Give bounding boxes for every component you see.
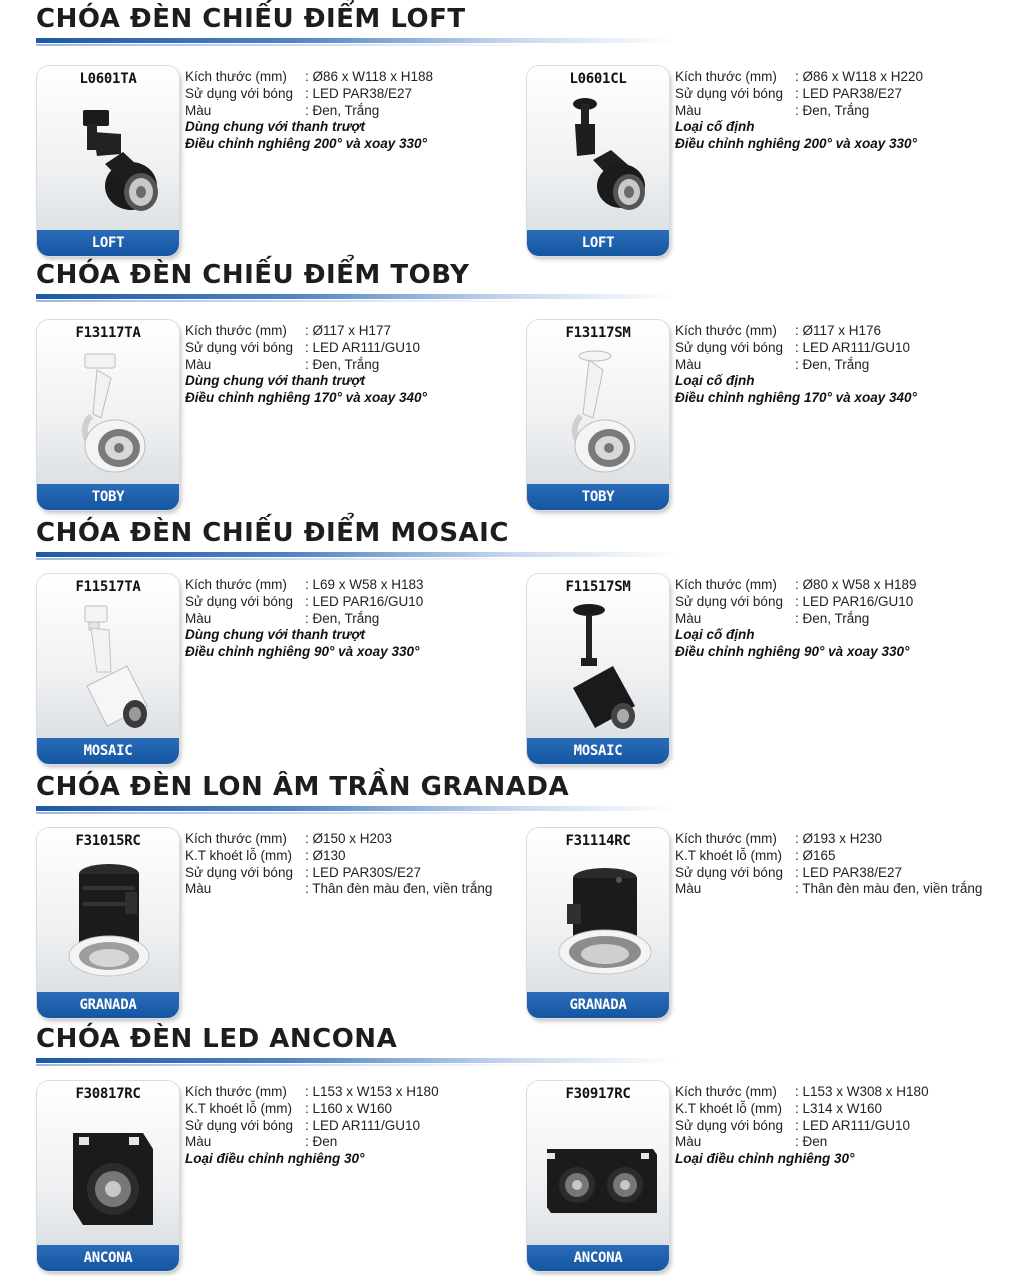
spec-value: : Thân đèn màu đen, viền trắng <box>795 881 983 897</box>
spec-label: Kích thước (mm) <box>675 577 777 592</box>
spec-value: : Đen, Trắng <box>795 610 870 626</box>
section-loft <box>0 0 1024 254</box>
spec-label: Kích thước (mm) <box>675 1084 777 1099</box>
spec-label: Màu <box>185 356 212 372</box>
spec-row <box>675 86 1005 103</box>
series-ribbon: ANCONA <box>37 1245 179 1271</box>
fixed-cylinder-spotlight-black-icon <box>547 602 657 730</box>
series-ribbon: LOFT <box>527 230 669 256</box>
spec-note: Loại cố định <box>675 373 755 389</box>
spec-label: Sử dụng với bóng <box>675 864 783 880</box>
spec-row <box>185 357 515 374</box>
section-toby <box>0 256 1024 510</box>
spec-label: Kích thước (mm) <box>675 69 777 84</box>
series-ribbon: GRANADA <box>37 992 179 1018</box>
product-card <box>527 66 669 256</box>
spec-row <box>675 340 1005 357</box>
spec-list <box>185 1084 515 1168</box>
spec-note: Điều chỉnh nghiêng 200° và xoay 330° <box>185 136 427 152</box>
product-code: L0601CL <box>569 71 627 87</box>
product-f30817rc <box>37 1081 517 1276</box>
recessed-downlight-wide-icon <box>547 856 657 984</box>
product-code: F31114RC <box>565 833 631 849</box>
spec-label: Màu <box>185 881 212 897</box>
spec-note: Loại điều chỉnh nghiêng 30° <box>185 1151 365 1167</box>
spec-row <box>185 103 515 120</box>
spec-label: Sử dụng với bóng <box>185 864 293 880</box>
product-card <box>527 320 669 510</box>
product-f31015rc <box>37 828 517 1023</box>
spec-row <box>675 357 1005 374</box>
section-title: CHÓA ĐÈN CHIẾU ĐIỂM MOSAIC <box>36 518 509 548</box>
product-f11517sm <box>527 574 1007 769</box>
title-divider <box>36 806 676 811</box>
spec-list <box>185 831 515 898</box>
series-ribbon: GRANADA <box>527 992 669 1018</box>
section-title: CHÓA ĐÈN CHIẾU ĐIỂM LOFT <box>36 4 466 34</box>
spec-list <box>675 831 1005 898</box>
spec-row <box>675 1118 1005 1135</box>
spec-row <box>185 323 515 340</box>
spec-value: : L153 x W308 x H180 <box>795 1084 929 1099</box>
series-ribbon: MOSAIC <box>37 738 179 764</box>
product-code: F11517SM <box>565 579 631 595</box>
spec-label: Sử dụng với bóng <box>675 1117 783 1133</box>
square-grille-light-double-icon <box>547 1109 657 1237</box>
spec-note: Điều chỉnh nghiêng 90° và xoay 330° <box>185 644 420 660</box>
spec-value: : Ø86 x W118 x H188 <box>305 69 434 84</box>
track-spotlight-black-icon <box>57 94 167 222</box>
spec-row <box>675 1134 1005 1151</box>
spec-label: K.T khoét lỗ (mm) <box>675 847 783 863</box>
spec-value: : LED PAR30S/E27 <box>305 864 422 880</box>
series-ribbon: MOSAIC <box>527 738 669 764</box>
spec-label: Sử dụng với bóng <box>185 1117 293 1133</box>
section-ancona <box>0 1020 1024 1274</box>
spec-list <box>675 577 1005 661</box>
spec-label: Màu <box>675 881 702 897</box>
spec-value: : LED PAR38/E27 <box>795 864 903 880</box>
spec-note: Loại cố định <box>675 119 755 135</box>
spec-value: : L314 x W160 <box>795 1100 883 1116</box>
spec-row <box>185 881 515 898</box>
spec-label: Màu <box>185 610 212 626</box>
title-divider <box>36 294 676 299</box>
spec-row <box>675 611 1005 628</box>
spec-list <box>185 577 515 661</box>
spec-value: : Đen, Trắng <box>795 102 870 118</box>
product-l0601ta <box>37 66 517 261</box>
product-card <box>527 574 669 764</box>
spec-list <box>185 323 515 407</box>
spec-row <box>675 831 1005 848</box>
product-f30917rc <box>527 1081 1007 1276</box>
fixed-spotlight-white-icon <box>547 348 657 476</box>
spec-label: Kích thước (mm) <box>185 577 287 592</box>
spec-label: Kích thước (mm) <box>185 1084 287 1099</box>
spec-label: Kích thước (mm) <box>675 831 777 846</box>
spec-value: : L69 x W58 x H183 <box>305 577 424 592</box>
title-divider <box>36 1058 676 1063</box>
spec-note: Điều chỉnh nghiêng 170° và xoay 340° <box>675 390 917 406</box>
spec-row <box>185 865 515 882</box>
product-card <box>37 828 179 1018</box>
spec-row <box>185 69 515 86</box>
spec-label: Sử dụng với bóng <box>675 339 783 355</box>
spec-note: Loại điều chỉnh nghiêng 30° <box>675 1151 855 1167</box>
spec-note: Điều chỉnh nghiêng 90° và xoay 330° <box>675 644 910 660</box>
spec-value: : Ø80 x W58 x H189 <box>795 577 917 592</box>
spec-label: Màu <box>675 1134 702 1150</box>
fixed-spotlight-black-icon <box>547 94 657 222</box>
track-spotlight-white-icon <box>57 348 167 476</box>
spec-value: : Ø117 x H177 <box>305 323 392 338</box>
product-code: F13117TA <box>75 325 141 341</box>
spec-note: Dùng chung với thanh trượt <box>185 627 365 643</box>
spec-label: K.T khoét lỗ (mm) <box>185 847 293 863</box>
product-card <box>37 574 179 764</box>
spec-label: K.T khoét lỗ (mm) <box>185 1100 293 1116</box>
spec-label: Kích thước (mm) <box>185 831 287 846</box>
series-ribbon: TOBY <box>37 484 179 510</box>
spec-value: : Đen <box>305 1134 338 1150</box>
product-code: F31015RC <box>75 833 141 849</box>
spec-label: Sử dụng với bóng <box>185 339 293 355</box>
spec-label: Màu <box>675 356 702 372</box>
spec-value: : Đen, Trắng <box>305 610 380 626</box>
spec-value: : LED AR111/GU10 <box>795 1117 911 1133</box>
series-ribbon: TOBY <box>527 484 669 510</box>
product-card <box>37 1081 179 1271</box>
recessed-downlight-icon <box>57 856 167 984</box>
spec-list <box>185 69 515 153</box>
spec-value: : Đen, Trắng <box>305 102 380 118</box>
spec-value: : Ø117 x H176 <box>795 323 882 338</box>
product-card <box>37 320 179 510</box>
spec-note: Điều chỉnh nghiêng 170° và xoay 340° <box>185 390 427 406</box>
spec-note: Điều chỉnh nghiêng 200° và xoay 330° <box>675 136 917 152</box>
spec-note: Loại cố định <box>675 627 755 643</box>
spec-value: : L160 x W160 <box>305 1100 393 1116</box>
product-code: F30917RC <box>565 1086 631 1102</box>
title-divider <box>36 552 676 557</box>
product-code: L0601TA <box>79 71 137 87</box>
spec-label: Màu <box>675 102 702 118</box>
spec-note: Dùng chung với thanh trượt <box>185 373 365 389</box>
spec-row <box>675 848 1005 865</box>
spec-row <box>675 577 1005 594</box>
spec-row <box>185 1101 515 1118</box>
spec-row <box>185 577 515 594</box>
spec-list <box>675 323 1005 407</box>
product-code: F30817RC <box>75 1086 141 1102</box>
spec-value: : LED PAR38/E27 <box>795 85 903 101</box>
spec-row <box>185 848 515 865</box>
spec-label: Kích thước (mm) <box>185 323 287 338</box>
series-ribbon: ANCONA <box>527 1245 669 1271</box>
product-f13117ta <box>37 320 517 515</box>
spec-list <box>675 1084 1005 1168</box>
spec-label: Sử dụng với bóng <box>675 85 783 101</box>
spec-label: Màu <box>675 610 702 626</box>
track-cylinder-spotlight-white-icon <box>57 602 167 730</box>
spec-value: : Ø86 x W118 x H220 <box>795 69 924 84</box>
spec-label: Màu <box>185 102 212 118</box>
spec-list <box>675 69 1005 153</box>
spec-label: Kích thước (mm) <box>675 323 777 338</box>
product-card <box>37 66 179 256</box>
spec-value: : Ø150 x H203 <box>305 831 393 846</box>
spec-row <box>675 594 1005 611</box>
title-divider <box>36 38 676 43</box>
spec-row <box>185 1118 515 1135</box>
series-ribbon: LOFT <box>37 230 179 256</box>
spec-row <box>185 86 515 103</box>
spec-row <box>185 594 515 611</box>
spec-row <box>185 1084 515 1101</box>
spec-value: : Thân đèn màu đen, viền trắng <box>305 881 493 897</box>
product-card <box>527 828 669 1018</box>
spec-value: : LED AR111/GU10 <box>305 1117 421 1133</box>
product-l0601cl <box>527 66 1007 261</box>
spec-row <box>675 1084 1005 1101</box>
spec-value: : LED PAR16/GU10 <box>795 593 914 609</box>
spec-row <box>675 69 1005 86</box>
section-granada <box>0 768 1024 1022</box>
spec-row <box>675 881 1005 898</box>
spec-label: Sử dụng với bóng <box>675 593 783 609</box>
spec-value: : Ø193 x H230 <box>795 831 883 846</box>
spec-value: : Đen, Trắng <box>305 356 380 372</box>
spec-row <box>185 611 515 628</box>
product-f13117sm <box>527 320 1007 515</box>
section-title: CHÓA ĐÈN CHIẾU ĐIỂM TOBY <box>36 260 470 290</box>
spec-value: : Đen, Trắng <box>795 356 870 372</box>
spec-note: Dùng chung với thanh trượt <box>185 119 365 135</box>
product-code: F11517TA <box>75 579 141 595</box>
spec-value: : LED AR111/GU10 <box>305 339 421 355</box>
spec-label: Sử dụng với bóng <box>185 85 293 101</box>
product-code: F13117SM <box>565 325 631 341</box>
spec-value: : L153 x W153 x H180 <box>305 1084 439 1099</box>
spec-label: Sử dụng với bóng <box>185 593 293 609</box>
spec-row <box>185 1134 515 1151</box>
spec-row <box>185 831 515 848</box>
spec-label: K.T khoét lỗ (mm) <box>675 1100 783 1116</box>
spec-row <box>185 340 515 357</box>
spec-row <box>675 103 1005 120</box>
spec-value: : Đen <box>795 1134 828 1150</box>
spec-label: Kích thước (mm) <box>185 69 287 84</box>
spec-row <box>675 1101 1005 1118</box>
section-mosaic <box>0 514 1024 768</box>
section-title: CHÓA ĐÈN LED ANCONA <box>36 1024 398 1054</box>
product-card <box>527 1081 669 1271</box>
spec-value: : Ø130 <box>305 847 346 863</box>
spec-value: : LED PAR16/GU10 <box>305 593 424 609</box>
spec-row <box>675 865 1005 882</box>
spec-label: Màu <box>185 1134 212 1150</box>
product-f11517ta <box>37 574 517 769</box>
spec-row <box>675 323 1005 340</box>
spec-value: : LED AR111/GU10 <box>795 339 911 355</box>
spec-value: : LED PAR38/E27 <box>305 85 413 101</box>
square-grille-light-single-icon <box>57 1109 167 1237</box>
section-title: CHÓA ĐÈN LON ÂM TRẦN GRANADA <box>36 772 570 802</box>
product-f31114rc <box>527 828 1007 1023</box>
spec-value: : Ø165 <box>795 847 836 863</box>
